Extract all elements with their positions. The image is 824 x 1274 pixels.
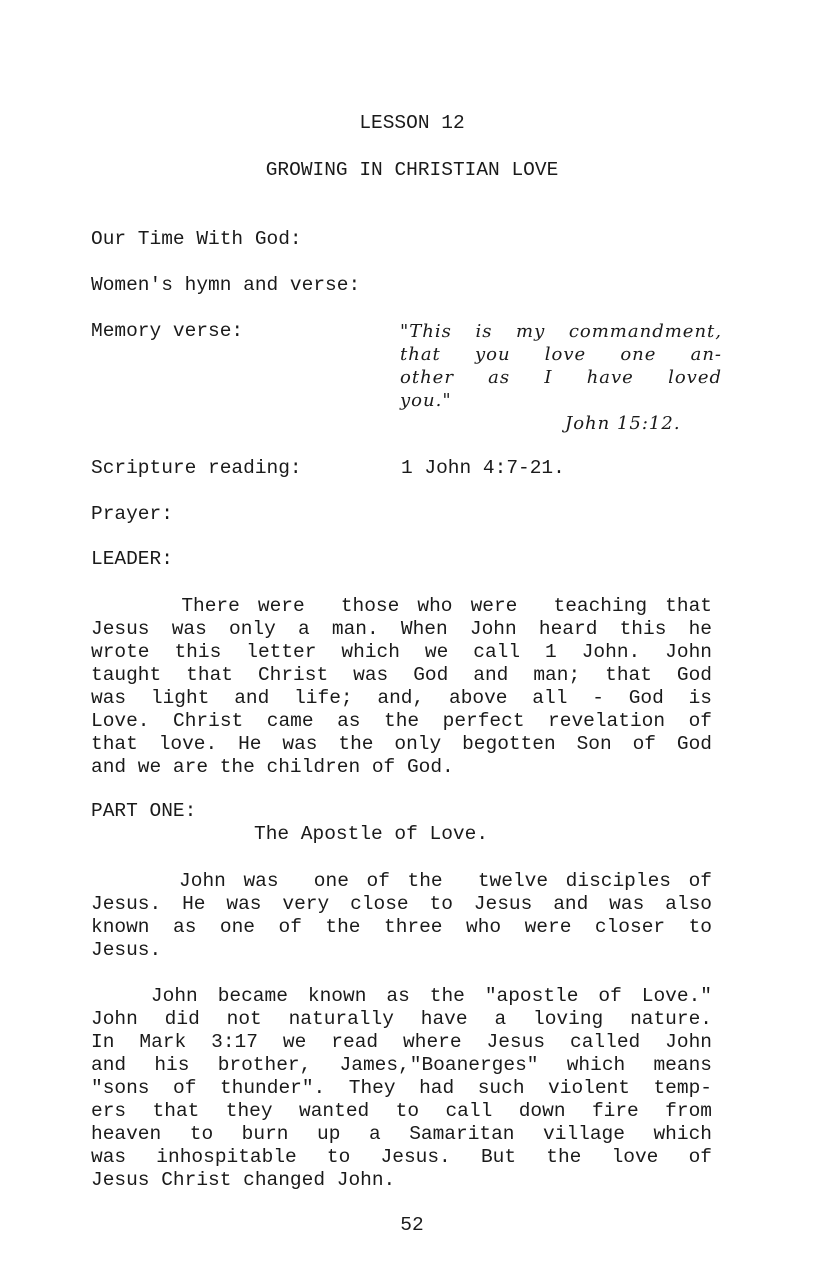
memory-verse-reference: John 15:12. (565, 413, 681, 434)
memory-verse-line: other as I have loved (400, 367, 722, 388)
paragraph-line: "sons of thunder". They had such violent temp- (91, 1077, 712, 1099)
paragraph-line: heaven to burn up a Samaritan village which (91, 1123, 712, 1145)
memory-verse-label: Memory verse: (91, 320, 244, 342)
hymn-label: Women's hymn and verse: (91, 274, 361, 296)
scripture-value: 1 John 4:7-21. (401, 457, 565, 479)
paragraph-line: was light and life; and, above all - God is (91, 687, 712, 709)
paragraph-line: Love. Christ came as the perfect revelation of (91, 710, 712, 732)
memory-verse-line: you." (400, 390, 452, 411)
time-with-god-label: Our Time With God: (91, 228, 302, 250)
paragraph-line: John became known as the "apostle of Love." (91, 985, 712, 1007)
scripture-label: Scripture reading: (91, 457, 302, 479)
paragraph-line: was inhospitable to Jesus. But the love of (91, 1146, 712, 1168)
paragraph-line: Jesus Christ changed John. (91, 1169, 396, 1191)
leader-label: LEADER: (91, 548, 173, 570)
paragraph-line: and we are the children of God. (91, 756, 454, 778)
paragraph-line: Jesus. He was very close to Jesus and was also (91, 893, 712, 915)
paragraph-line: John was one of the twelve disciples of (91, 870, 712, 892)
paragraph-line: John did not naturally have a loving nature. (91, 1008, 712, 1030)
paragraph-line: ers that they wanted to call down fire from (91, 1100, 712, 1122)
leader-paragraph (91, 595, 712, 779)
part-one-title: The Apostle of Love. (254, 823, 489, 845)
lesson-title: LESSON 12 (359, 112, 465, 134)
lesson-subtitle: GROWING IN CHRISTIAN LOVE (265, 159, 559, 181)
memory-verse-line: that you love one an- (400, 344, 722, 365)
paragraph-boanerges (91, 985, 712, 1192)
paragraph-line: wrote this letter which we call 1 John. John (91, 641, 712, 663)
page-number: 52 (400, 1214, 424, 1236)
paragraph-line: known as one of the three who were closer to (91, 916, 712, 938)
paragraph-line: There were those who were teaching that (91, 595, 712, 617)
memory-verse-line: "This is my commandment, (400, 321, 722, 342)
paragraph-line: Jesus. (91, 939, 162, 961)
paragraph-line: that love. He was the only begotten Son of God (91, 733, 712, 755)
paragraph-line: taught that Christ was God and man; that God (91, 664, 712, 686)
paragraph-line: Jesus was only a man. When John heard this he (91, 618, 712, 640)
paragraph-apostle (91, 870, 712, 962)
paragraph-line: and his brother, James,"Boanerges" which means (91, 1054, 712, 1076)
part-one-label: PART ONE: (91, 800, 197, 822)
prayer-label: Prayer: (91, 503, 173, 525)
paragraph-line: In Mark 3:17 we read where Jesus called John (91, 1031, 712, 1053)
memory-verse (400, 320, 722, 412)
